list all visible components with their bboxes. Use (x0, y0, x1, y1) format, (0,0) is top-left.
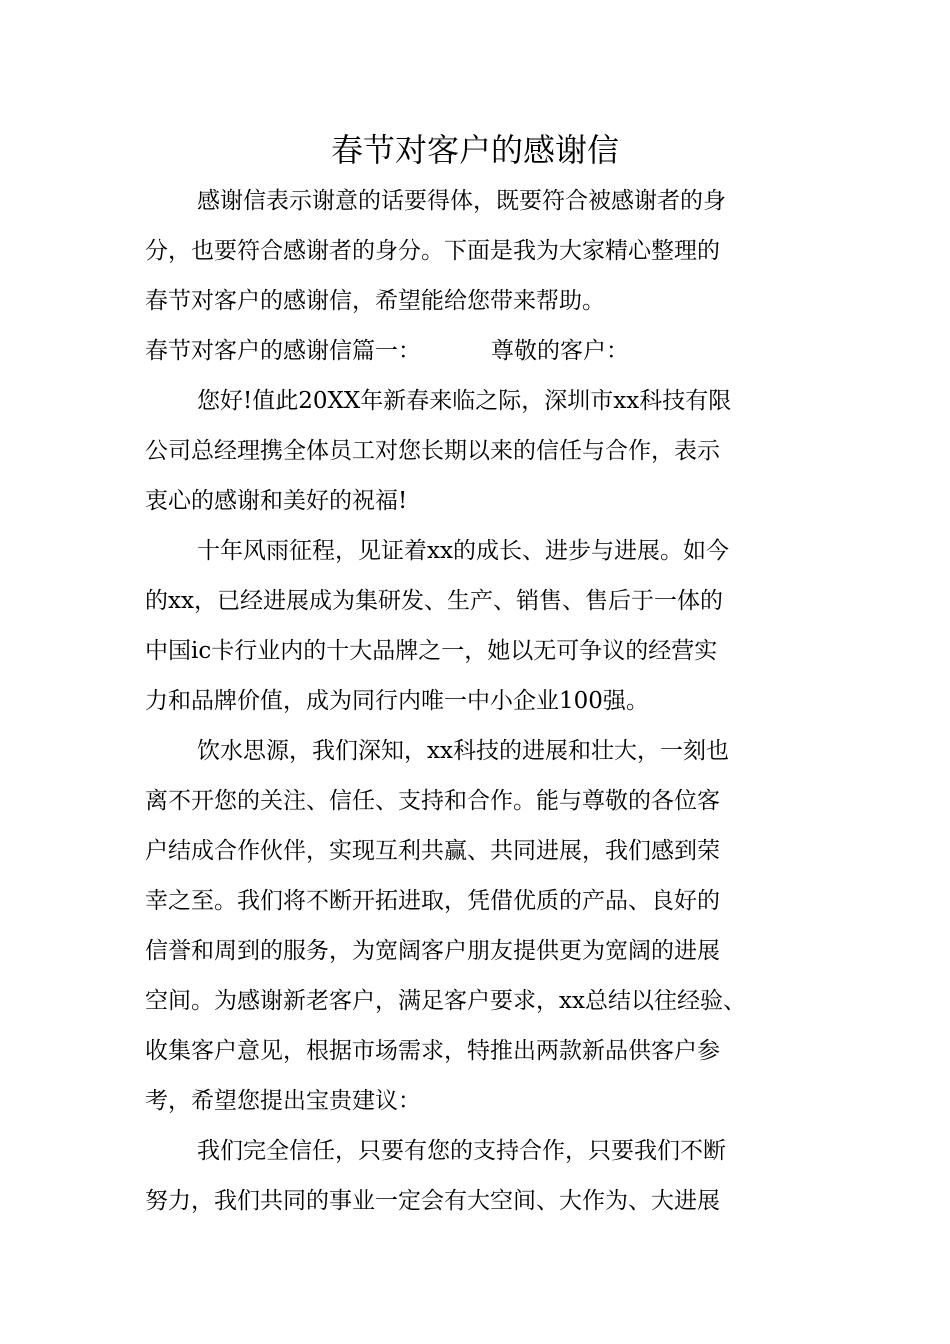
document-title: 春节对客户的感谢信 (330, 131, 619, 169)
paragraph-intro-line-3: 春节对客户的感谢信，希望能给您带来帮助。 (145, 288, 605, 314)
paragraph-thanks-line-5: 信誉和周到的服务，为宽阔客户朋友提供更为宽阔的进展 (145, 938, 720, 964)
paragraph-greeting-line-2: 公司总经理携全体员工对您长期以来的信任与合作，表示 (145, 438, 720, 464)
salutation: 尊敬的客户： (491, 338, 629, 364)
paragraph-intro-line-2: 分，也要符合感谢者的身分。下面是我为大家精心整理的 (145, 238, 720, 264)
paragraph-thanks-line-6: 空间。为感谢新老客户，满足客户要求，xx总结以往经验、 (145, 988, 746, 1014)
document-body (145, 176, 835, 1226)
paragraph-thanks-line-3: 户结成合作伙伴，实现互利共赢、共同进展，我们感到荣 (145, 838, 720, 864)
paragraph-history-line-2: 的xx，已经进展成为集研发、生产、销售、售后于一体的 (145, 588, 723, 614)
paragraph-thanks-line-1: 饮水思源，我们深知，xx科技的进展和壮大，一刻也 (197, 738, 729, 764)
paragraph-history-line-1: 十年风雨征程，见证着xx的成长、进步与进展。如今 (197, 538, 729, 564)
paragraph-history-line-4: 力和品牌价值，成为同行内唯一中小企业100强。 (145, 688, 649, 714)
paragraph-thanks-line-8: 考，希望您提出宝贵建议： (145, 1088, 421, 1114)
paragraph-thanks-line-7: 收集客户意见，根据市场需求，特推出两款新品供客户参 (145, 1038, 720, 1064)
paragraph-history-line-3: 中国ic卡行业内的十大品牌之一，她以无可争议的经营实 (145, 638, 718, 664)
paragraph-thanks-line-4: 幸之至。我们将不断开拓进取，凭借优质的产品、良好的 (145, 888, 720, 914)
paragraph-intro-line-1: 感谢信表示谢意的话要得体，既要符合被感谢者的身 (197, 188, 726, 214)
section-heading-line (145, 326, 835, 376)
paragraph-greeting-line-1: 您好!值此20XX年新春来临之际，深圳市xx科技有限 (197, 388, 732, 414)
paragraph-closing-line-2: 努力，我们共同的事业一定会有大空间、大作为、大进展 (145, 1188, 720, 1214)
paragraph-thanks-line-2: 离不开您的关注、信任、支持和合作。能与尊敬的各位客 (145, 788, 720, 814)
section-heading: 春节对客户的感谢信篇一： (145, 338, 421, 364)
paragraph-greeting-line-3: 衷心的感谢和美好的祝福! (145, 488, 408, 514)
paragraph-closing-line-1: 我们完全信任，只要有您的支持合作，只要我们不断 (197, 1138, 726, 1164)
